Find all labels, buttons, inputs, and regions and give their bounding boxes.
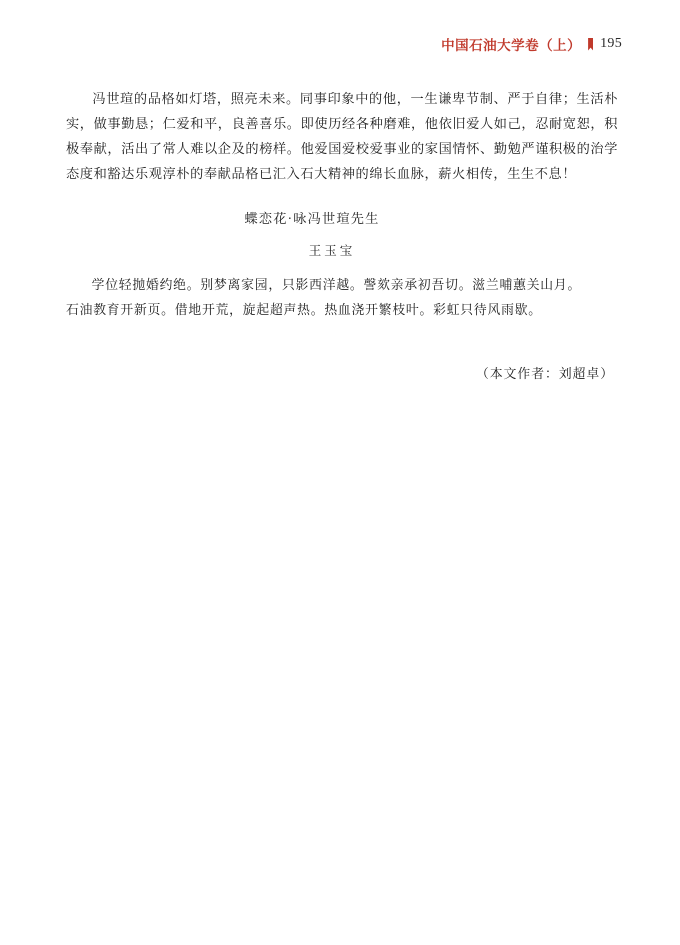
poem-line: 石油教育开新页。借地开荒，旋起超声热。热血浇开繁枝叶。彩虹只待风雨歇。 (66, 303, 542, 317)
body-paragraph: 冯世瑄的品格如灯塔，照亮未来。同事印象中的他，一生谦卑节制、严于自律；生活朴实，做事勤恳；仁爱和平，良善喜乐。即使历经各种磨难，他依旧爱人如己，忍耐宽恕，积极奉献，活出了常人难以企及的榜样。他爱国爱校爱事业的家国情怀、勤勉严谨积极的治学态度和豁达乐观淳朴的奉献品格已汇入石大精神的绵长血脉，薪火相传，生生不息！ (66, 91, 618, 181)
page-content (66, 86, 618, 382)
poem-author: 王玉宝 (308, 244, 356, 258)
poem-body (66, 273, 618, 323)
page-number: 195 (600, 36, 622, 51)
running-header (441, 34, 622, 54)
article-byline: （本文作者：刘超卓） (476, 367, 614, 381)
poem-title: 蝶恋花·咏冯世瑄先生 (244, 211, 380, 226)
poem-line: 学位轻抛婚约绝。别梦离家园，只影西洋越。謦欬亲承初吾切。滋兰哺蕙关山月。 (91, 278, 582, 292)
book-title: 中国石油大学卷（上） (441, 38, 582, 53)
bookmark-icon (588, 38, 593, 51)
